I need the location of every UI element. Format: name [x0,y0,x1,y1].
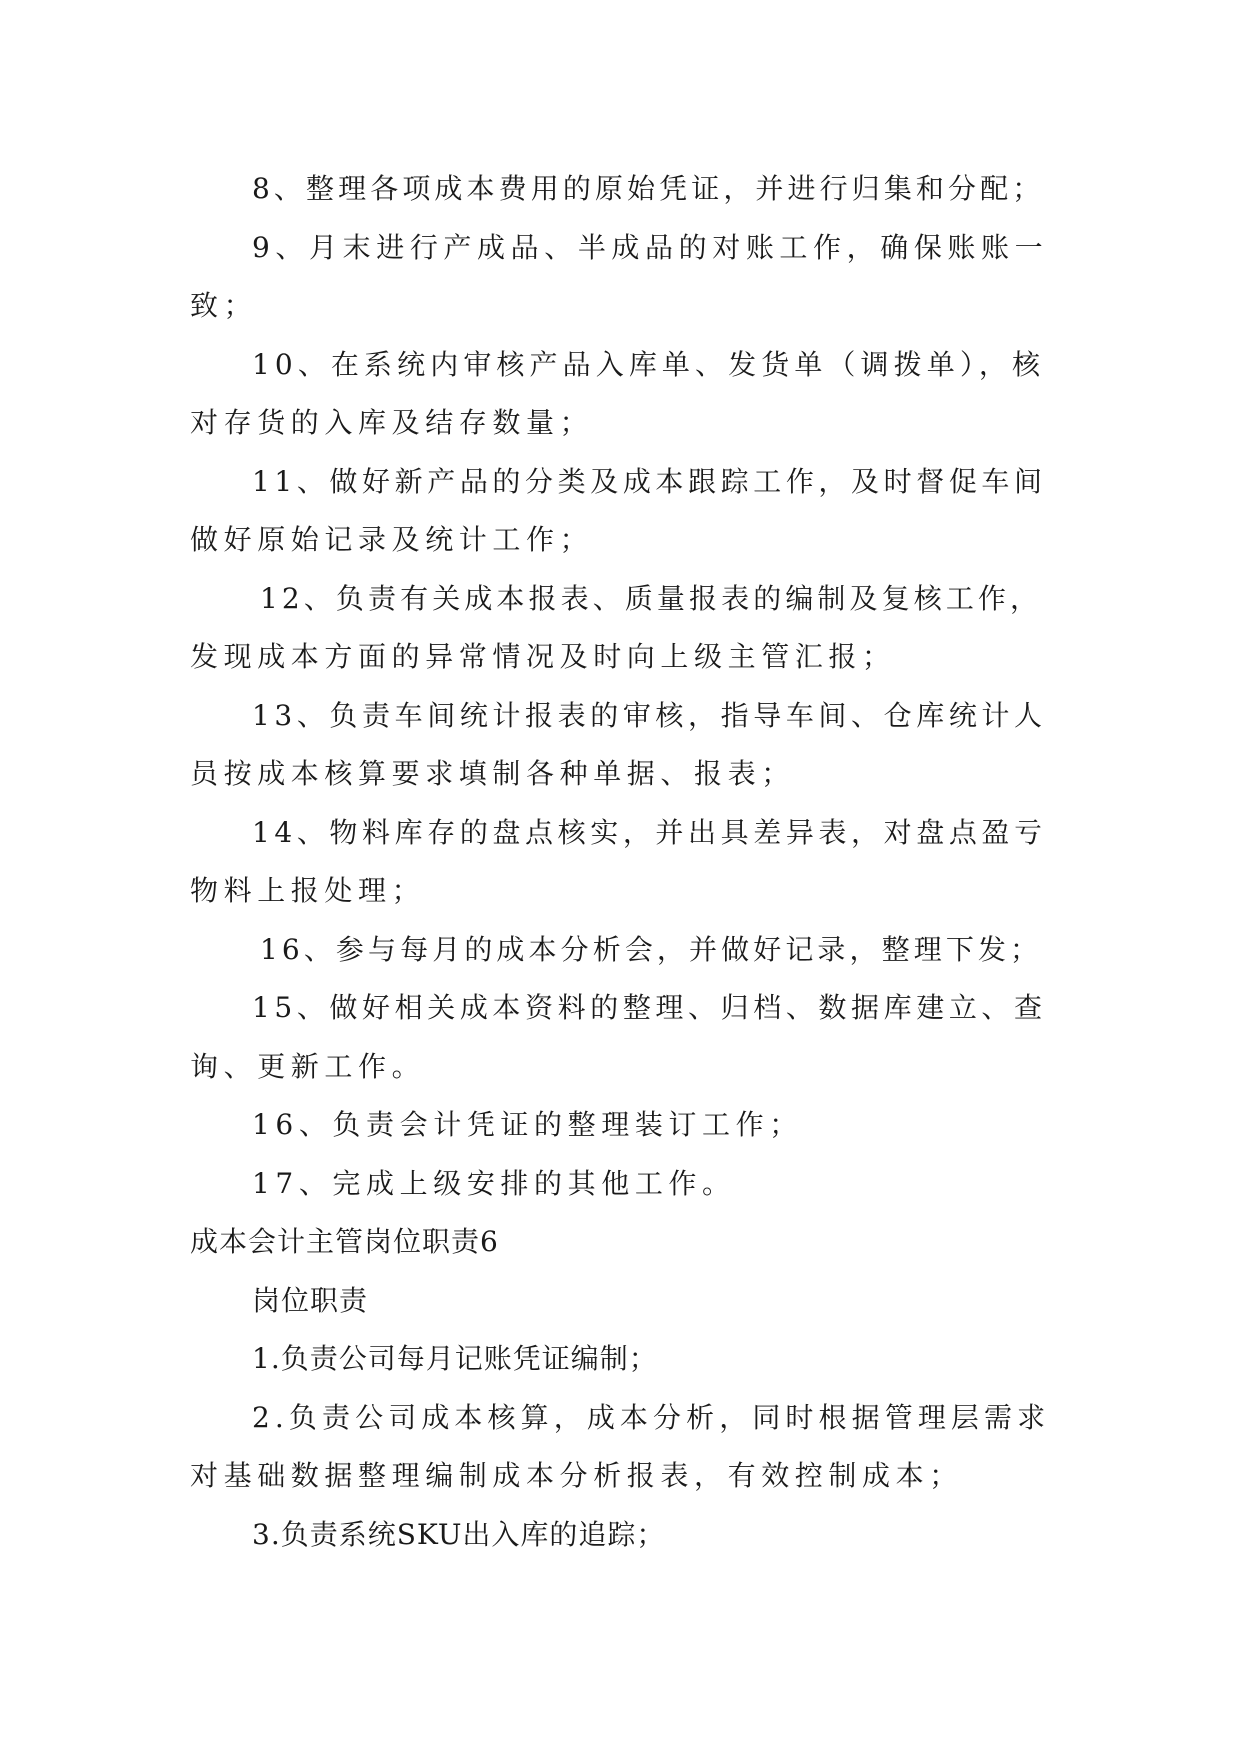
responsibility-item-1: 1.负责公司每月记账凭证编制； [252,1342,658,1375]
duty-item-17: 17、完成上级安排的其他工作。 [252,1166,736,1200]
responsibility-item-2-line-2: 对基础数据整理编制成本分析报表，有效控制成本； [190,1459,963,1492]
duty-item-15-line-2: 询、更新工作。 [190,1049,426,1083]
duty-item-11-line-1: 11、做好新产品的分类及成本跟踪工作，及时督促车间 [252,464,1047,498]
duty-item-11-line-2: 做好原始记录及统计工作； [190,523,594,556]
duty-item-10-line-2: 对存货的入库及结存数量； [190,406,594,439]
duty-item-15-line-1: 15、做好相关成本资料的整理、归档、数据库建立、查 [252,991,1047,1024]
responsibility-item-3: 3.负责系统SKU出入库的追踪； [252,1517,666,1551]
document-body [190,160,1050,1564]
duty-item-14-line-1: 14、物料库存的盘点核实，并出具差异表，对盘点盈亏 [252,815,1047,849]
duty-item-10-line-1: 10、在系统内审核产品入库单、发货单（调拨单），核 [252,347,1046,381]
duty-item-9-line-2: 致； [190,289,258,322]
duty-item-16b: 16、负责会计凭证的整理装订工作； [252,1108,803,1141]
duty-item-9-line-1: 9、月末进行产成品、半成品的对账工作，确保账账一 [252,230,1049,264]
duty-item-13-line-1: 13、负责车间统计报表的审核，指导车间、仓库统计人 [252,698,1047,732]
responsibility-item-2-line-1: 2.负责公司成本核算，成本分析，同时根据管理层需求 [252,1400,1051,1434]
duty-item-8: 8、整理各项成本费用的原始凭证，并进行归集和分配； [252,172,1045,205]
duty-item-16a: 16、参与每月的成本分析会，并做好记录，整理下发； [260,932,1043,966]
subsection-heading: 岗位职责 [252,1283,369,1317]
duty-item-12-line-2: 发现成本方面的异常情况及时向上级主管汇报； [190,640,896,673]
duty-item-13-line-2: 员按成本核算要求填制各种单据、报表； [190,757,795,790]
section-heading: 成本会计主管岗位职责6 [190,1225,499,1258]
duty-item-14-line-2: 物料上报处理； [190,874,426,907]
duty-item-12-line-1: 12、负责有关成本报表、质量报表的编制及复核工作， [260,581,1043,615]
